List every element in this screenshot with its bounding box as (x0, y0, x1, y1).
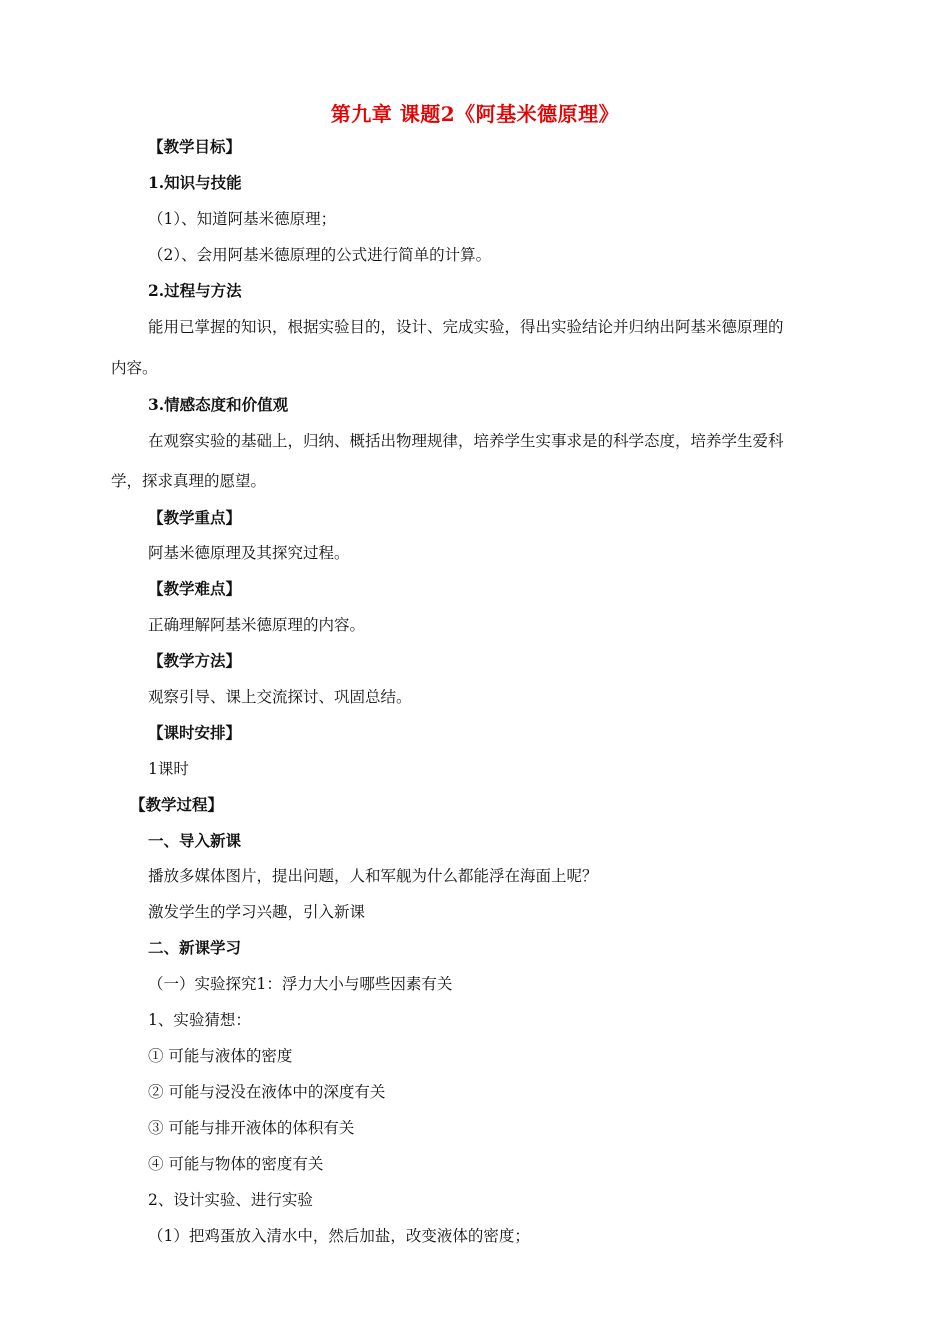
section-heading-teaching-process: 【教学过程】 (130, 795, 224, 814)
section-heading-methods: 【教学方法】 (148, 651, 242, 670)
section-heading-objectives: 【教学目标】 (148, 137, 242, 156)
paragraph: 在观察实验的基础上，归纳、概括出物理规律，培养学生实事求是的科学态度，培养学生爱科 (148, 432, 784, 450)
section-heading-difficulties: 【教学难点】 (148, 579, 242, 598)
subheading-process: 2.过程与方法 (148, 281, 242, 300)
paragraph: 播放多媒体图片，提出问题，人和军舰为什么都能浮在海面上呢？ (148, 867, 598, 885)
list-item: ① 可能与液体的密度 (148, 1047, 293, 1065)
subheading-new-lesson: 二、新课学习 (148, 938, 242, 957)
subheading-attitude: 3.情感态度和价值观 (148, 395, 289, 414)
subheading-intro: 一、导入新课 (148, 831, 242, 850)
paragraph: 1课时 (148, 760, 189, 778)
paragraph: 能用已掌握的知识，根据实验目的，设计、完成实验，得出实验结论并归纳出阿基米德原理的 (148, 318, 784, 336)
paragraph: 1、实验猜想： (148, 1011, 251, 1029)
list-item: ② 可能与浸没在液体中的深度有关 (148, 1083, 386, 1101)
paragraph: （1）、知道阿基米德原理； (148, 210, 337, 228)
paragraph: 学，探求真理的愿望。 (111, 472, 267, 490)
list-item: ③ 可能与排开液体的体积有关 (148, 1119, 355, 1137)
paragraph: 激发学生的学习兴趣，引入新课 (148, 903, 366, 921)
subheading-knowledge: 1.知识与技能 (148, 173, 242, 192)
paragraph: （一）实验探究1：浮力大小与哪些因素有关 (148, 975, 453, 993)
paragraph: （1）把鸡蛋放入清水中，然后加盐，改变液体的密度； (148, 1227, 530, 1245)
document-title: 第九章 课题2《阿基米德原理》 (330, 102, 620, 126)
paragraph: （2）、会用阿基米德原理的公式进行简单的计算。 (148, 246, 492, 264)
section-heading-schedule: 【课时安排】 (148, 723, 242, 742)
paragraph: 内容。 (111, 359, 158, 377)
section-heading-key-points: 【教学重点】 (148, 508, 242, 527)
list-item: ④ 可能与物体的密度有关 (148, 1155, 324, 1173)
paragraph: 阿基米德原理及其探究过程。 (148, 544, 350, 562)
paragraph: 2、设计实验、进行实验 (148, 1191, 313, 1209)
paragraph: 正确理解阿基米德原理的内容。 (148, 616, 366, 634)
paragraph: 观察引导、课上交流探讨、巩固总结。 (148, 688, 412, 706)
